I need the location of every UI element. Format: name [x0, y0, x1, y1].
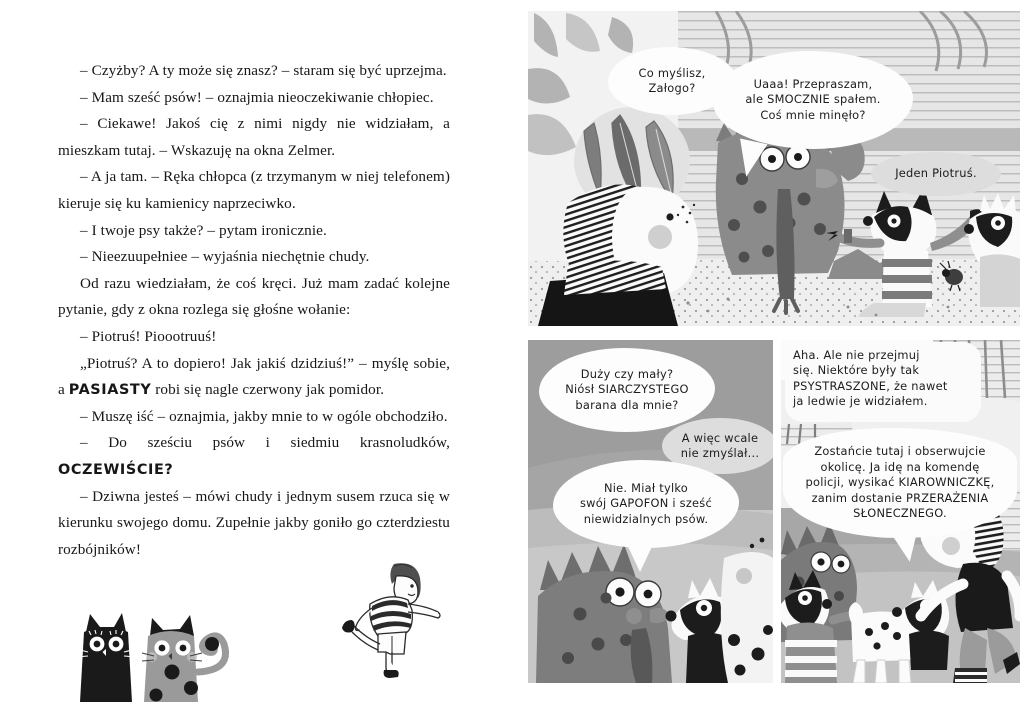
bubble-aha-ale-nie-przejmuj: Aha. Ale nie przejmuj się. Niektóre były tak PSYSTRASZONE, że nawet ja ledwie je widziałem. [785, 342, 981, 422]
dalmatian-dog [721, 538, 773, 683]
grey-spotted-cat [142, 615, 226, 702]
oczewiscie-handlettered-word: OCZEWIŚCIE? [58, 461, 174, 478]
oczewiscie-pre-text: – Do sześciu psów i siedmiu krasnoludków, [80, 434, 450, 452]
paragraph: – Piotruś! Pioootruuś! [80, 327, 217, 345]
paragraph: Od razu wiedziałam, że coś kręci. Już mam zadać kolejne pytanie, gdy z okna rozlega się głośne wołanie: [58, 274, 450, 319]
bubble-nie-mial-tylko: Nie. Miał tylko swój GAPOFON i sześć niewidzialnych psów. [553, 460, 739, 548]
comic-panel-top [528, 11, 1020, 326]
pasiasty-handlettered-word: PASIASTY [68, 382, 152, 399]
paragraph: – Dziwna jesteś – mówi chudy i jednym susem rzuca się w kierunku swojego domu. Zupełnie jakby goniło go czterdziestu rozbójników! [58, 487, 450, 558]
paragraph: – I twoje psy także? – pytam ironicznie. [80, 221, 327, 239]
pasiasty-pre-text: „Piotruś? A to dopiero! Jak jakiś dzidziuś!” – myślę sobie, a [58, 354, 450, 399]
bubble-zostancie-tutaj: Zostańcie tutaj i obserwujcie okolicę. Ja idę na komendę policji, wysikać KIAROWNICZKĘ, zanim dostanie PRZERAŻENIA SŁONECZNEGO. [783, 428, 1017, 538]
bubble-jeden-piotrus: Jeden Piotruś. [871, 152, 1001, 196]
paragraph: – Ciekawe! Jakoś cię z nimi nigdy nie widziałam, a mieszkam tutaj. – Wskazuję na okna Zelmer. [58, 115, 450, 159]
bubble-co-myslisz: Co myślisz, Załogo? [608, 47, 736, 115]
paragraph: – A ja tam. – Ręka chłopca (z trzymanym w niej telefonem) kieruje się ku kamienicy naprzeciwko. [58, 168, 450, 212]
black-cat [76, 613, 136, 702]
running-boy-illustration [334, 558, 446, 680]
paragraph-pasiasty [58, 351, 450, 404]
prose-body [58, 58, 450, 563]
right-comic-page [528, 11, 1020, 683]
paragraph-oczewiscie [58, 430, 450, 483]
pasiasty-post-text: robi się nagle czerwony jak pomidor. [151, 381, 385, 399]
comic-panel-bottom-left [528, 340, 773, 683]
paragraph: – Muszę iść – oznajmia, jakby mnie to w ogóle obchodziło. [80, 407, 448, 425]
comic-panel-bottom-right [781, 340, 1020, 683]
bubble-duzy-czy-maly: Duży czy mały? Niósł SIARCZYSTEGO barana dla mnie? [539, 348, 715, 432]
bubble-uaaa-przepraszam: Uaaa! Przepraszam, ale SMOCZNIE spałem. Coś mnie minęło? [713, 51, 913, 149]
bubble-a-wiec-wcale: A więc wcale nie zmyślał... [662, 418, 773, 474]
paragraph: – Mam sześć psów! – oznajmia nieoczekiwanie chłopiec. [80, 88, 434, 106]
two-cats-illustration [64, 600, 274, 702]
left-text-page [0, 0, 510, 702]
paragraph: – Czyżby? A ty może się znasz? – staram się być uprzejma. [80, 62, 447, 79]
paragraph: – Nieezuupełniee – wyjaśnia niechętnie chudy. [80, 248, 370, 266]
